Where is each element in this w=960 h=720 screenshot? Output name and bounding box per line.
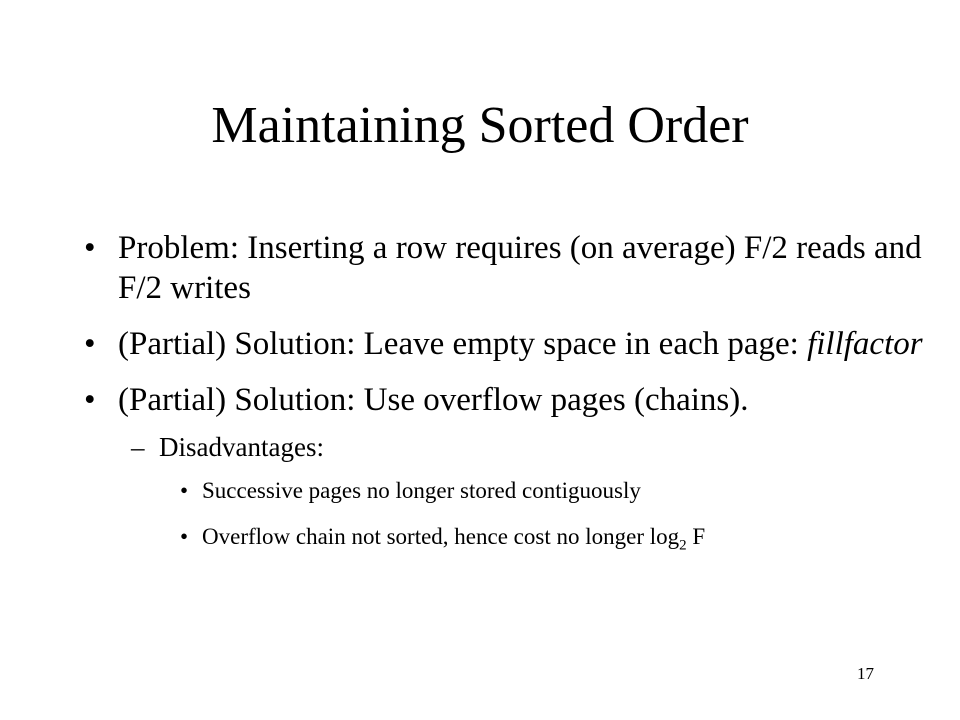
bullet-dot-icon: • (180, 524, 189, 549)
sub-sub-item-chain (84, 522, 944, 561)
sub-item-disadvantages (84, 430, 944, 464)
log-suffix: F (686, 524, 706, 549)
sub-sub-item-contiguous (84, 476, 944, 506)
bullet-text: (Partial) Solution: Leave empty space in each page: (118, 326, 808, 362)
sub-sub-item-text: Overflow chain not sorted, hence cost no longer log (202, 524, 680, 549)
sub-item-text: Disadvantages: (159, 432, 324, 462)
sub-sub-item-text: Successive pages no longer stored contiguously (202, 478, 641, 503)
log-subscript: 2 (679, 537, 687, 554)
page-number: 17 (857, 664, 874, 683)
bullet-item-overflow (84, 380, 944, 420)
dash-bullet-icon: – (131, 432, 145, 462)
bullet-dot-icon: • (84, 382, 96, 418)
bullet-text: (Partial) Solution: Use overflow pages (chains). (118, 382, 749, 418)
bullet-text: Problem: Inserting a row requires (on average) F/2 reads and F/2 writes (118, 230, 922, 306)
bullet-dot-icon: • (180, 478, 189, 503)
bullet-item-problem (84, 228, 944, 308)
slide-title: Maintaining Sorted Order (211, 97, 749, 154)
fillfactor-term: fillfactor (807, 326, 923, 362)
bullet-dot-icon: • (84, 230, 96, 266)
bullet-item-fillfactor (84, 324, 944, 364)
bullet-dot-icon: • (84, 326, 96, 362)
bullet-list (84, 228, 944, 577)
